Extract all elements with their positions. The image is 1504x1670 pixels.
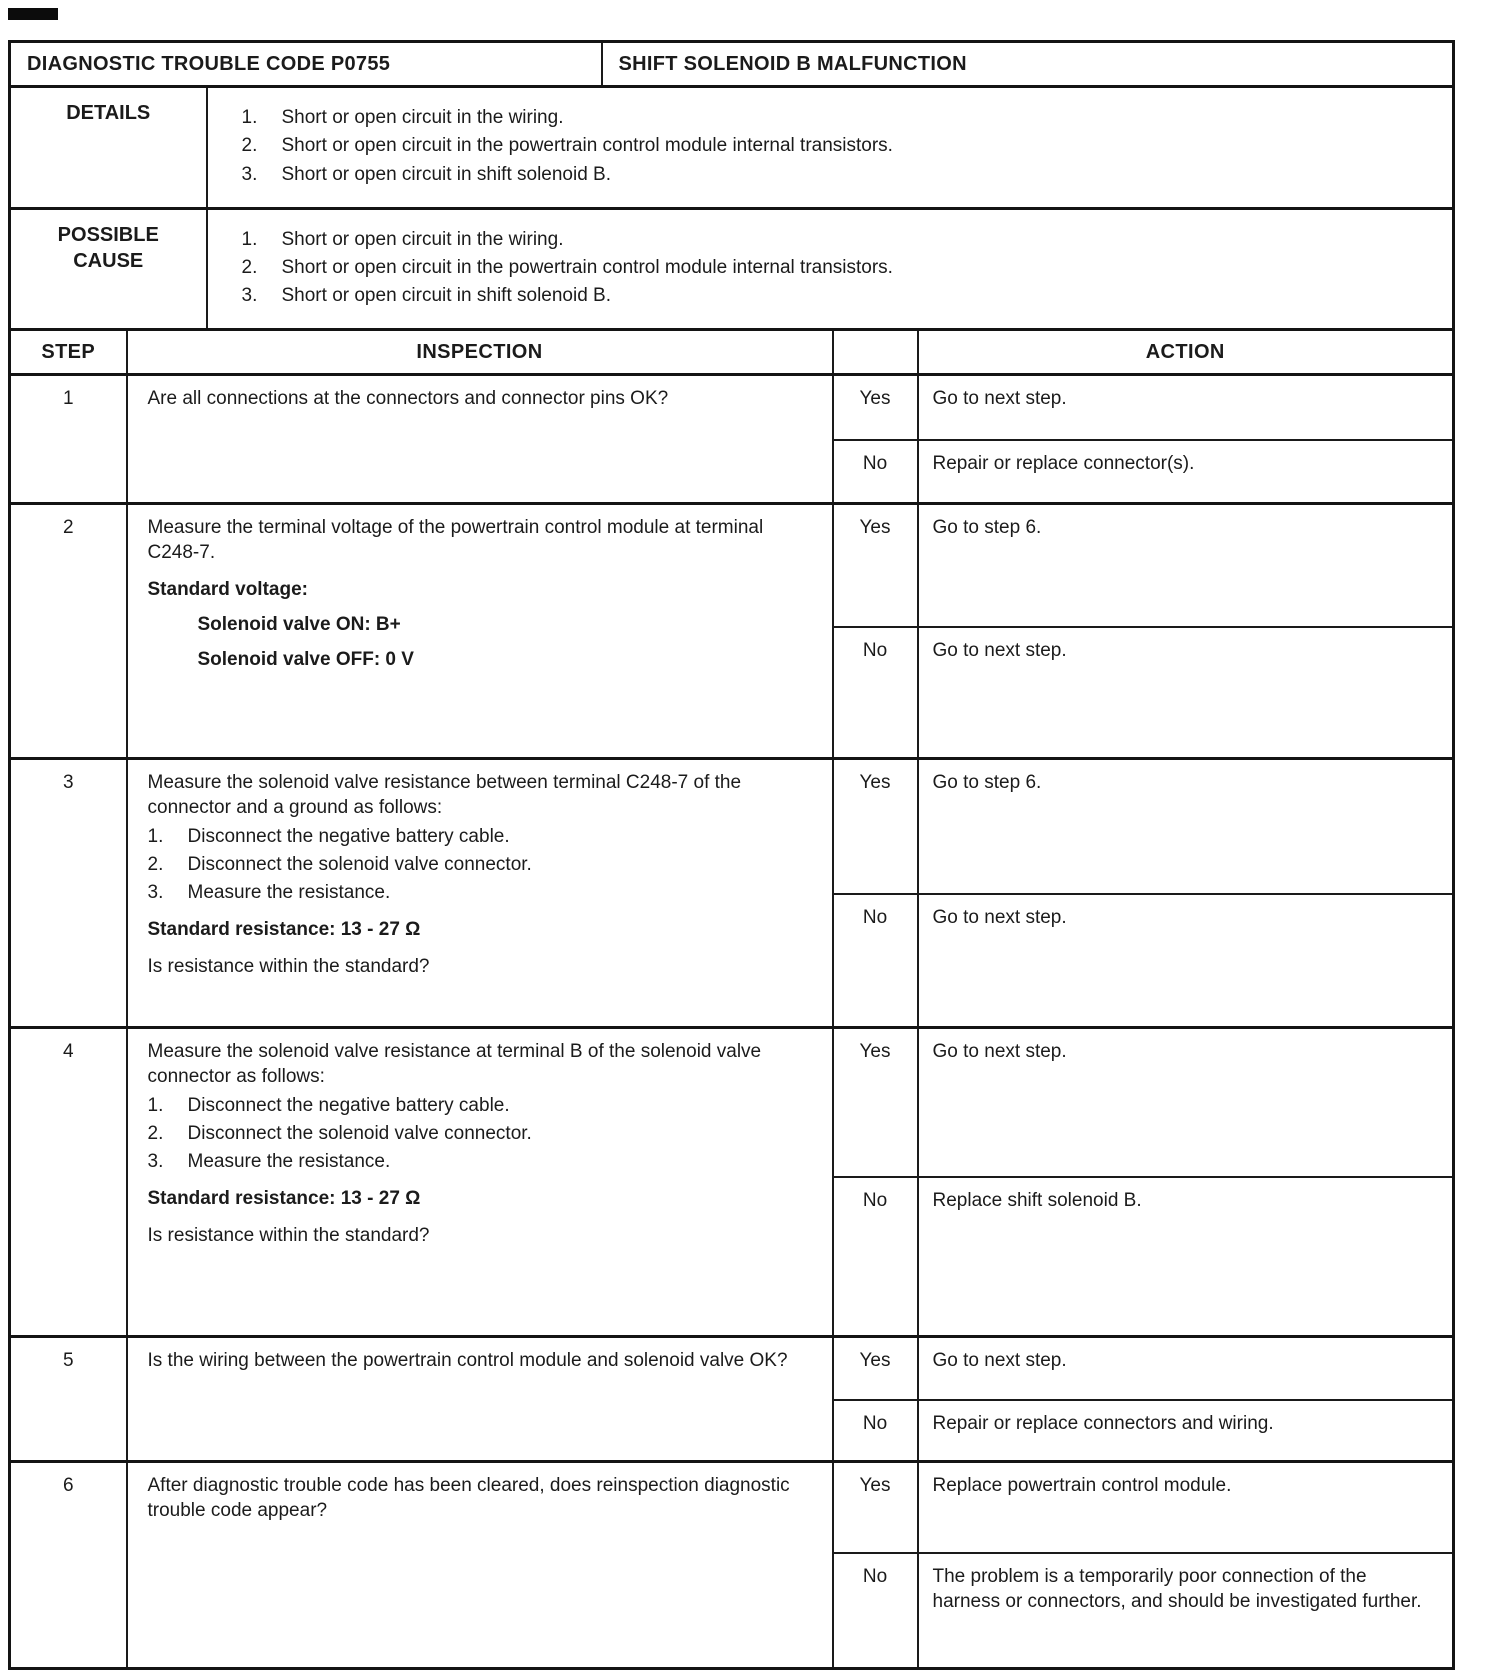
answer-yes: Yes	[833, 503, 918, 627]
inspection-substep	[148, 824, 820, 849]
answer-no: No	[833, 1553, 918, 1669]
inspection-text: Measure the terminal voltage of the powertrain control module at terminal C248-7.	[147, 516, 764, 563]
action-text: Go to next step.	[918, 374, 1454, 440]
standard-line: Solenoid valve ON: B+	[197, 614, 401, 636]
possible-cause-content	[207, 208, 1454, 329]
list-item	[242, 105, 1431, 130]
step-row	[10, 1336, 1454, 1400]
action-text: Go to next step.	[918, 627, 1454, 759]
title-table	[8, 40, 1455, 88]
substep-number: 2.	[147, 1123, 164, 1145]
list-item	[242, 255, 1431, 280]
possible-cause-label-line2: CAUSE	[73, 250, 144, 273]
step-number: 5	[10, 1336, 127, 1461]
substep-number: 1.	[147, 826, 164, 848]
inspection-text: Measure the solenoid valve resistance at terminal B of the solenoid valve connector as follows:	[147, 1040, 762, 1087]
action-text: Go to step 6.	[918, 758, 1454, 894]
substep-text: Disconnect the negative battery cable.	[187, 826, 510, 848]
item-number: 3.	[241, 284, 258, 306]
answer-yes: Yes	[833, 1027, 918, 1177]
step-row	[10, 374, 1454, 440]
answer-no: No	[833, 627, 918, 759]
inspection-text: Measure the solenoid valve resistance between terminal C248-7 of the connector and a ground as follows:	[147, 771, 742, 818]
inspection-substep	[148, 852, 820, 877]
action-text: Go to step 6.	[918, 503, 1454, 627]
action-text: Replace powertrain control module.	[918, 1461, 1454, 1553]
item-text: Short or open circuit in the wiring.	[281, 107, 564, 129]
inspection-substep	[148, 1149, 820, 1174]
inspection-cell	[127, 1336, 833, 1461]
step-row	[10, 1027, 1454, 1177]
substep-text: Measure the resistance.	[187, 1151, 391, 1173]
item-text: Short or open circuit in shift solenoid B.	[281, 284, 612, 306]
action-text: Go to next step.	[918, 1336, 1454, 1400]
step-number: 6	[10, 1461, 127, 1668]
action-text: Repair or replace connectors and wiring.	[918, 1400, 1454, 1462]
standard-heading: Standard resistance: 13 - 27 Ω	[147, 1188, 421, 1210]
inspection-text: Are all connections at the connectors and connector pins OK?	[147, 387, 669, 409]
item-number: 2.	[241, 256, 258, 278]
inspection-substep	[148, 880, 820, 905]
dtc-code-title: DIAGNOSTIC TROUBLE CODE P0755	[10, 42, 602, 87]
details-label: DETAILS	[10, 87, 207, 208]
substep-text: Disconnect the solenoid valve connector.	[187, 854, 532, 876]
inspection-text: Is the wiring between the powertrain control module and solenoid valve OK?	[147, 1349, 788, 1371]
item-number: 3.	[241, 163, 258, 185]
substep-number: 3.	[147, 882, 164, 904]
list-item	[242, 227, 1431, 252]
possible-cause-label-line1: POSSIBLE	[57, 223, 159, 246]
steps-table	[8, 328, 1455, 1670]
item-number: 1.	[241, 228, 258, 250]
inspection-text: After diagnostic trouble code has been cleared, does reinspection diagnostic trouble code appear?	[147, 1474, 790, 1521]
substep-number: 1.	[147, 1095, 164, 1117]
substep-text: Disconnect the solenoid valve connector.	[187, 1123, 532, 1145]
inspection-cell	[127, 1461, 833, 1668]
steps-header-row	[10, 329, 1454, 374]
details-list	[220, 95, 1441, 199]
inspection-cell	[127, 758, 833, 1027]
standard-heading: Standard resistance: 13 - 27 Ω	[147, 919, 421, 941]
substep-number: 2.	[147, 854, 164, 876]
possible-cause-list	[220, 217, 1441, 321]
inspection-cell	[127, 1027, 833, 1336]
step-row	[10, 503, 1454, 627]
dtc-table-document	[8, 40, 1455, 1670]
substep-text: Disconnect the negative battery cable.	[187, 1095, 510, 1117]
step-number: 4	[10, 1027, 127, 1336]
details-table	[8, 85, 1455, 330]
item-text: Short or open circuit in shift solenoid B.	[281, 163, 612, 185]
answer-no: No	[833, 894, 918, 1028]
inspection-question: Is resistance within the standard?	[147, 956, 430, 978]
list-item	[242, 133, 1431, 158]
answer-yes: Yes	[833, 1336, 918, 1400]
col-header-inspection: INSPECTION	[127, 329, 833, 374]
col-header-yesno	[833, 329, 918, 374]
possible-cause-label	[10, 208, 207, 329]
standard-heading: Standard voltage:	[147, 579, 308, 601]
details-content	[207, 87, 1454, 208]
step-number: 3	[10, 758, 127, 1027]
action-text: The problem is a temporarily poor connection of the harness or connectors, and should be investigated further.	[918, 1553, 1454, 1669]
col-header-action: ACTION	[918, 329, 1454, 374]
details-row	[10, 87, 1454, 208]
answer-no: No	[833, 440, 918, 504]
scan-artifact	[8, 8, 58, 20]
list-item	[242, 283, 1431, 308]
malfunction-title: SHIFT SOLENOID B MALFUNCTION	[602, 42, 1454, 87]
action-text: Replace shift solenoid B.	[918, 1177, 1454, 1337]
substep-text: Measure the resistance.	[187, 882, 391, 904]
answer-yes: Yes	[833, 1461, 918, 1553]
step-number: 1	[10, 374, 127, 503]
action-text: Repair or replace connector(s).	[918, 440, 1454, 504]
item-number: 2.	[241, 135, 258, 157]
action-text: Go to next step.	[918, 894, 1454, 1028]
answer-yes: Yes	[833, 758, 918, 894]
action-text: Go to next step.	[918, 1027, 1454, 1177]
step-row	[10, 758, 1454, 894]
list-item	[242, 162, 1431, 187]
item-text: Short or open circuit in the powertrain control module internal transistors.	[281, 135, 893, 157]
step-number: 2	[10, 503, 127, 758]
col-header-step: STEP	[10, 329, 127, 374]
inspection-cell	[127, 503, 833, 758]
substep-number: 3.	[147, 1151, 164, 1173]
inspection-question: Is resistance within the standard?	[147, 1225, 430, 1247]
item-text: Short or open circuit in the powertrain control module internal transistors.	[281, 256, 893, 278]
inspection-substep	[148, 1121, 820, 1146]
title-row	[10, 42, 1454, 87]
standard-line: Solenoid valve OFF: 0 V	[197, 649, 414, 671]
inspection-substep	[148, 1093, 820, 1118]
item-number: 1.	[241, 107, 258, 129]
item-text: Short or open circuit in the wiring.	[281, 228, 564, 250]
step-row	[10, 1461, 1454, 1553]
inspection-cell	[127, 374, 833, 503]
answer-no: No	[833, 1400, 918, 1462]
answer-no: No	[833, 1177, 918, 1337]
possible-cause-row	[10, 208, 1454, 329]
answer-yes: Yes	[833, 374, 918, 440]
